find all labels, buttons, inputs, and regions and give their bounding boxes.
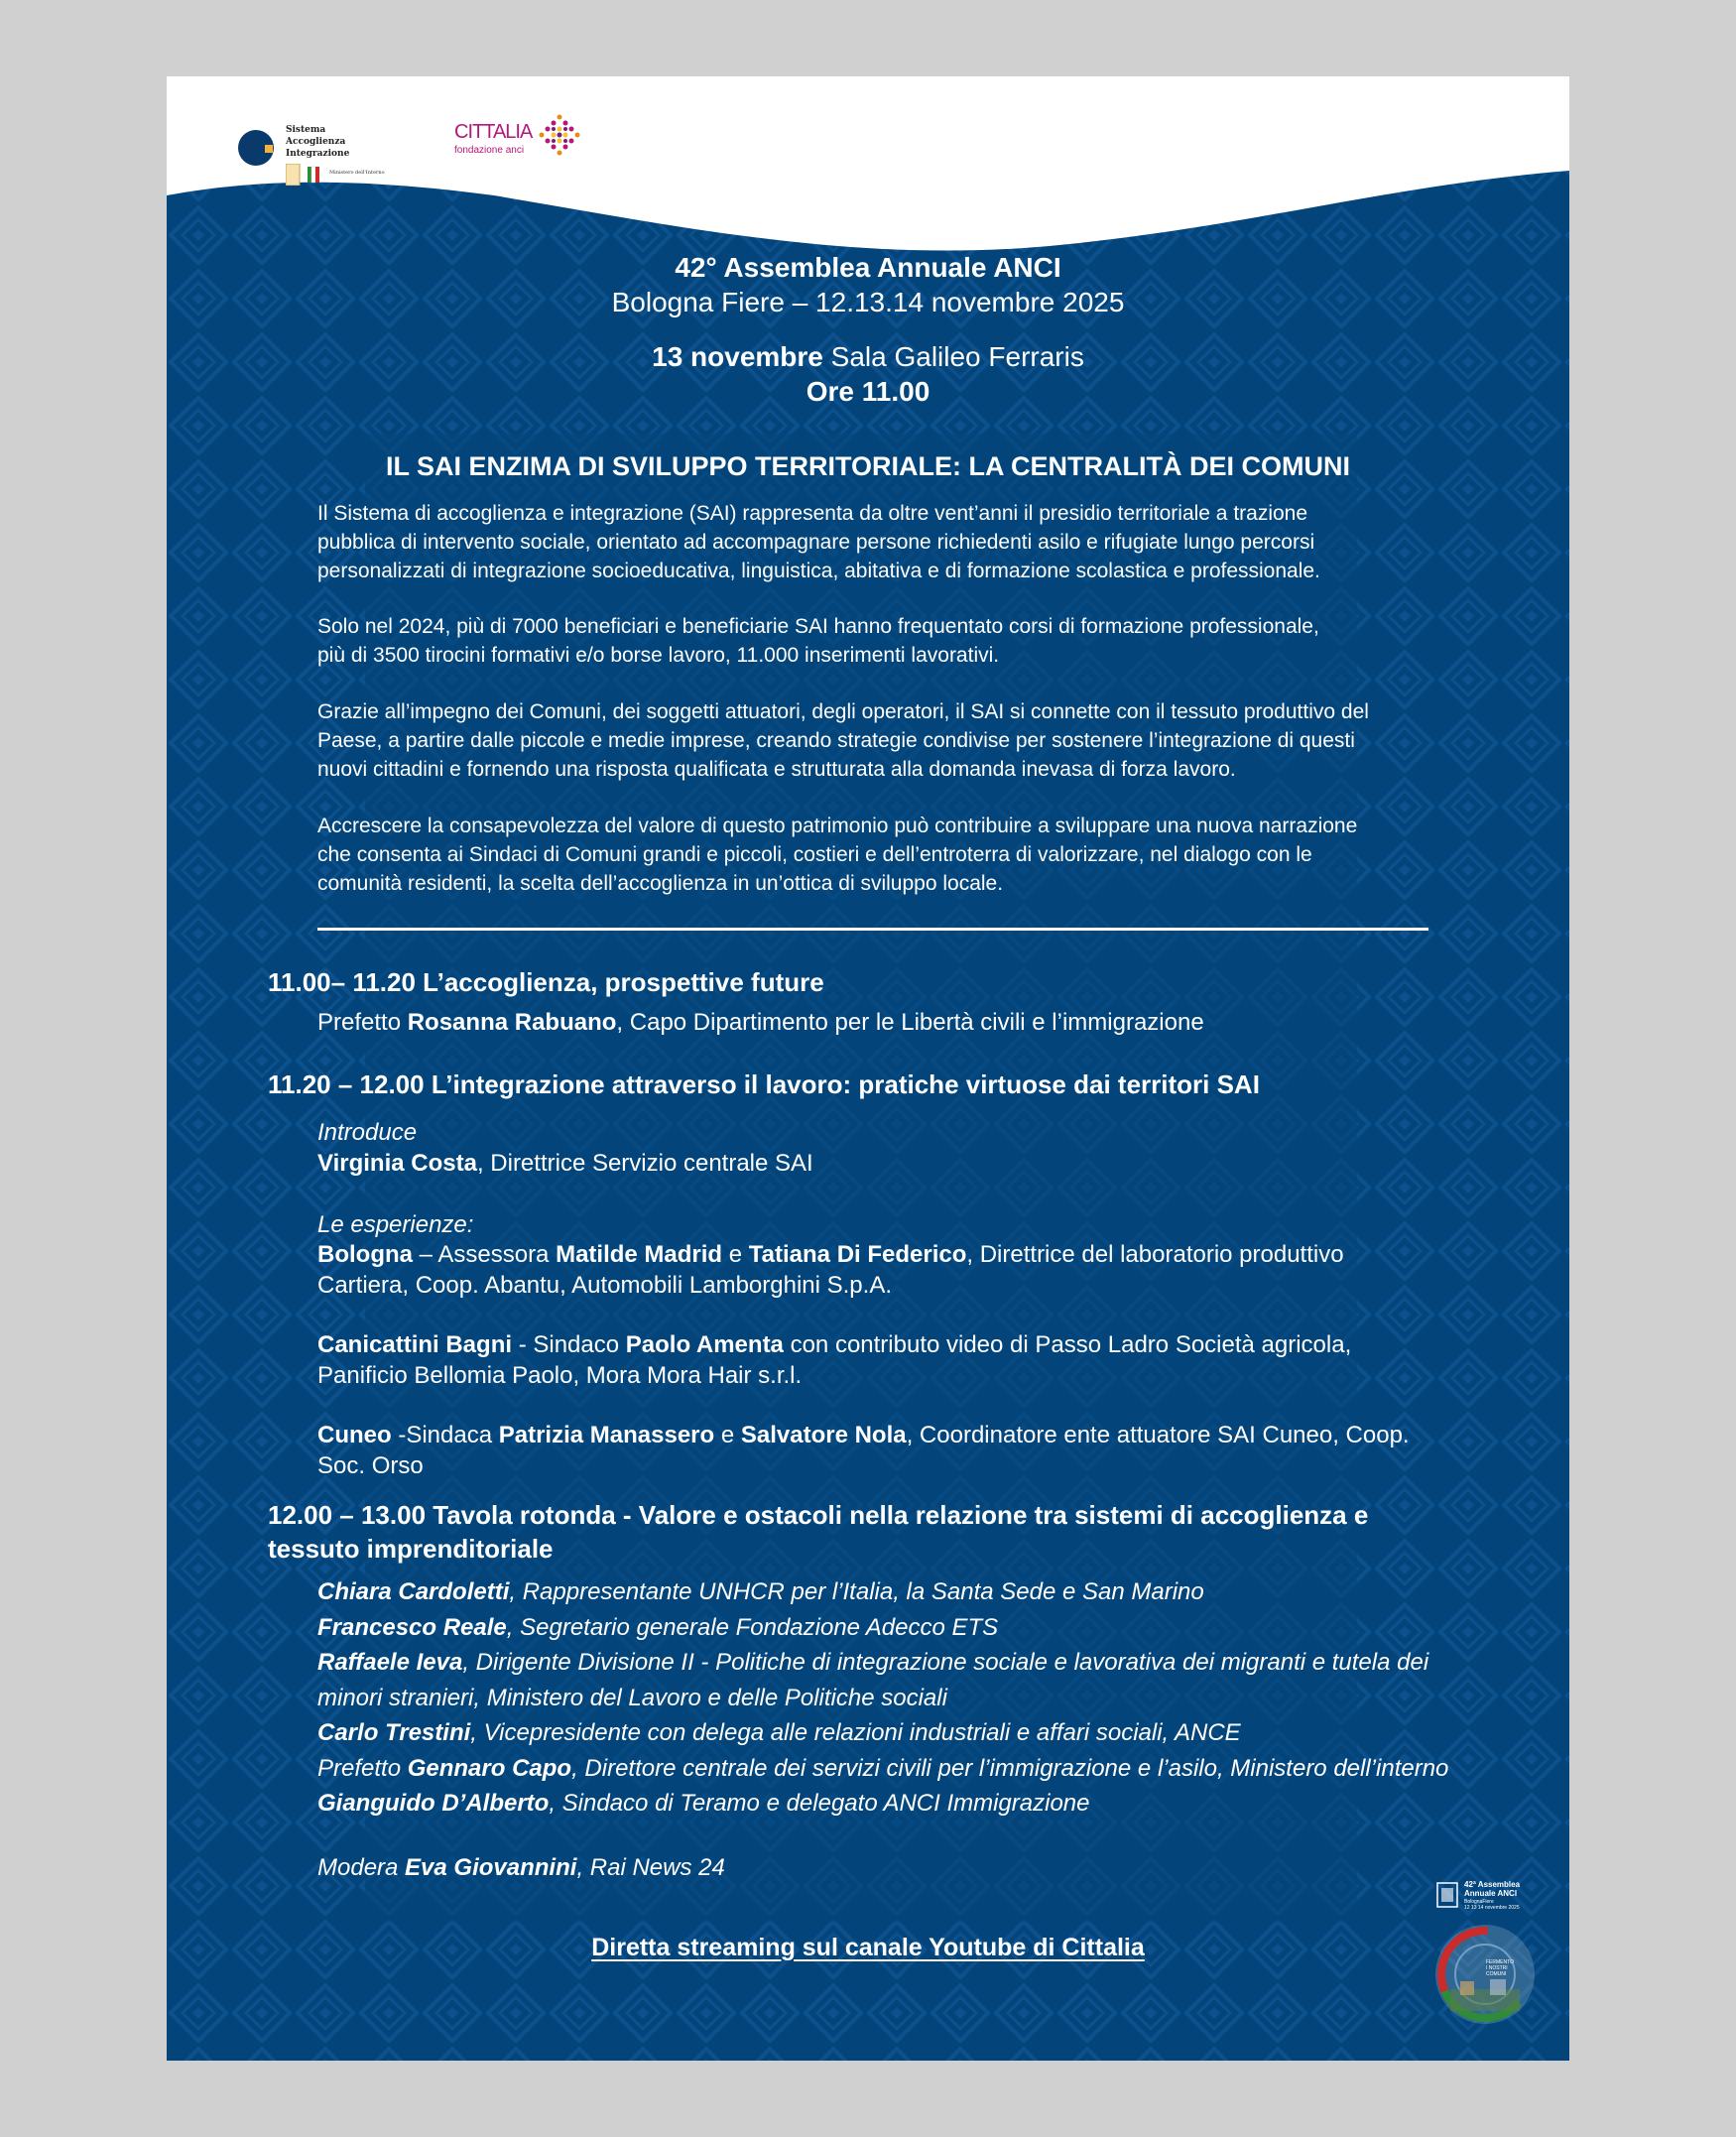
city-name: Bologna bbox=[317, 1241, 413, 1268]
divider bbox=[317, 928, 1428, 931]
italian-emblem-icon bbox=[286, 164, 325, 186]
paragraph-line: nuovi cittadini e fornendo una risposta qualificata e strutturata alla domanda inevasa di forza lavoro. bbox=[317, 758, 1236, 781]
speaker-name: Paolo Amenta bbox=[625, 1331, 784, 1358]
text: - Sindaco bbox=[512, 1331, 626, 1358]
speaker-role: , Segretario generale Fondazione Adecco ETS bbox=[506, 1613, 999, 1641]
speaker-name: Matilde Madrid bbox=[556, 1241, 723, 1268]
experience-canicattini bbox=[317, 1329, 1508, 1391]
event-title: 42° Assemblea Annuale ANCI bbox=[675, 252, 1061, 283]
intro-label: Introduce bbox=[317, 1119, 418, 1146]
badge-line2: Annuale ANCI bbox=[1464, 1889, 1518, 1898]
paragraph-line: che consenta ai Sindaci di Comuni grandi e piccoli, costieri e dell’entroterra di valorizzare, nel dialogo con le bbox=[317, 843, 1312, 866]
sai-logo bbox=[236, 116, 385, 205]
speaker-role: , Dirigente Divisione II - Politiche di integrazione sociale e lavorativa dei migranti e tutela dei bbox=[462, 1649, 1429, 1676]
text: – Assessora bbox=[413, 1241, 557, 1268]
session-1-title: 11.00– 11.20 L’accoglienza, prospettive future bbox=[268, 967, 824, 997]
experience-line: Panificio Bellomia Paolo, Mora Mora Hair s.r.l. bbox=[317, 1362, 803, 1389]
speaker-role: , Vicepresidente con delega alle relazioni industriali e affari sociali, ANCE bbox=[470, 1719, 1241, 1746]
moderator-prefix: Modera bbox=[317, 1854, 406, 1881]
text: con contributo video di Passo Ladro Società agricola, bbox=[783, 1331, 1352, 1358]
streaming-link[interactable]: Diretta streaming sul canale Youtube di Cittalia bbox=[591, 1934, 1145, 1961]
speaker-role: , Direttore centrale dei servizi civili per l’immigrazione e l’asilo, Ministero dell’interno bbox=[571, 1754, 1449, 1782]
session-2-title: 11.20 – 12.00 L’integrazione attraverso il lavoro: pratiche virtuose dai territori SAI bbox=[268, 1069, 1260, 1099]
speaker-row-continuation: minori stranieri, Ministero del Lavoro e delle Politiche sociali bbox=[317, 1684, 947, 1711]
paragraph-line: Accrescere la consapevolezza del valore di questo patrimonio può contribuire a sviluppare una nuova narrazione bbox=[317, 815, 1358, 837]
title-line: 12.00 – 13.00 Tavola rotonda - Valore e ostacoli nella relazione tra sistemi di accoglienza e bbox=[268, 1500, 1369, 1530]
moderator-role: , Rai News 24 bbox=[576, 1854, 725, 1881]
paragraph-line: Il Sistema di accoglienza e integrazione (SAI) rappresenta da oltre vent’anni il presidio territoriale a trazione bbox=[317, 502, 1308, 525]
speaker-role: , Capo Dipartimento per le Libertà civili e l’immigrazione bbox=[616, 1009, 1204, 1036]
speaker-name: Salvatore Nola bbox=[740, 1422, 907, 1448]
speaker-row bbox=[317, 1715, 1548, 1751]
badge-line3: BolognaFiere bbox=[1464, 1899, 1494, 1905]
experiences-label: Le esperienze: bbox=[317, 1211, 474, 1238]
speaker-prefix: Prefetto bbox=[317, 1009, 408, 1036]
session-time: Ore 11.00 bbox=[806, 376, 930, 407]
paragraph-line: comunità residenti, la scelta dell’accoglienza in un’ottica di sviluppo locale. bbox=[317, 872, 1004, 895]
speaker-role: , Sindaco di Teramo e delegato ANCI Immigrazione bbox=[549, 1790, 1090, 1817]
sai-circle-icon bbox=[236, 128, 276, 168]
event-poster bbox=[167, 76, 1569, 2061]
speaker-name: Tatiana Di Federico bbox=[748, 1241, 967, 1268]
speaker-prefix: Prefetto bbox=[317, 1754, 408, 1782]
sai-logo-line1: Sistema bbox=[286, 125, 326, 135]
speaker-name: Patrizia Manassero bbox=[498, 1422, 715, 1448]
intro-paragraph-1 bbox=[317, 499, 1448, 585]
cittalia-sub: fondazione anci bbox=[454, 145, 525, 156]
speaker-name: Gennaro Capo bbox=[407, 1754, 572, 1782]
speaker-row bbox=[317, 1610, 1548, 1646]
speaker-role: , Direttrice Servizio centrale SAI bbox=[476, 1150, 813, 1177]
badge-inner2: I NOSTRI bbox=[1486, 1965, 1508, 1971]
cittalia-logo bbox=[454, 111, 593, 171]
badge-line4: 12 13 14 novembre 2025 bbox=[1464, 1905, 1520, 1911]
speaker-name: Rosanna Rabuano bbox=[407, 1009, 617, 1036]
city-name: Canicattini Bagni bbox=[317, 1331, 513, 1358]
moderator-name: Eva Giovannini bbox=[405, 1854, 577, 1881]
intro-paragraph-4 bbox=[317, 812, 1448, 898]
text: , Direttrice del laboratorio produttivo bbox=[966, 1241, 1344, 1268]
title-line: tessuto imprenditoriale bbox=[268, 1534, 554, 1564]
speaker-role: , Rappresentante UNHCR per l’Italia, la Santa Sede e San Marino bbox=[509, 1578, 1204, 1605]
paragraph-line: più di 3500 tirocini formativi e/o borse lavoro, 11.000 inserimenti lavorativi. bbox=[317, 644, 1000, 667]
main-title: IL SAI ENZIMA DI SVILUPPO TERRITORIALE: LA CENTRALITÀ DEI COMUNI bbox=[385, 451, 1350, 481]
moderator-row bbox=[317, 1850, 725, 1886]
text: e bbox=[722, 1241, 749, 1268]
intro-paragraph-2 bbox=[317, 612, 1448, 670]
session-3-title bbox=[268, 1498, 1368, 1566]
session-1-speaker bbox=[317, 1007, 1508, 1038]
experience-line: Cartiera, Coop. Abantu, Automobili Lamborghini S.p.A. bbox=[317, 1272, 892, 1299]
badge-line1: 42ª Assemblea bbox=[1464, 1880, 1521, 1889]
sai-logo-line3: Integrazione bbox=[286, 149, 350, 159]
cittalia-name: CITTALIA bbox=[454, 121, 533, 143]
paragraph-line: Paese, a partire dalle piccole e medie imprese, creando strategie condivise per sostenere l’integrazione di questi bbox=[317, 729, 1355, 752]
session-room: Sala Galileo Ferraris bbox=[822, 341, 1084, 372]
intro-paragraph-3 bbox=[317, 697, 1448, 784]
cittalia-dots-icon bbox=[538, 113, 581, 157]
anci-small-logo-icon bbox=[1436, 1882, 1458, 1908]
speaker-name: Francesco Reale bbox=[317, 1613, 507, 1641]
badge-inner1: FERMENTO bbox=[1486, 1959, 1514, 1965]
city-name: Cuneo bbox=[317, 1422, 392, 1448]
experience-cuneo bbox=[317, 1420, 1508, 1481]
speaker-row bbox=[317, 1574, 1548, 1610]
session-info bbox=[167, 341, 1569, 373]
moderator bbox=[317, 1850, 725, 1886]
speaker-row bbox=[317, 1751, 1548, 1787]
speaker-name: Raffaele Ieva bbox=[317, 1649, 463, 1676]
session-2-intro bbox=[317, 1117, 1508, 1179]
speaker-name: Virginia Costa bbox=[317, 1150, 477, 1177]
ministry-label: Ministero dell'Interno bbox=[329, 170, 385, 176]
text: , Coordinatore ente attuatore SAI Cuneo, Coop. bbox=[906, 1422, 1410, 1448]
sai-logo-line2: Accoglienza bbox=[286, 137, 346, 147]
speaker-name: Gianguido D’Alberto bbox=[317, 1790, 550, 1817]
badge-inner3: COMUNI bbox=[1486, 1971, 1507, 1977]
event-place-dates: Bologna Fiere – 12.13.14 novembre 2025 bbox=[611, 287, 1125, 317]
paragraph-line: Grazie all’impegno dei Comuni, dei soggetti attuatori, degli operatori, il SAI si connette con il tessuto produttivo del bbox=[317, 700, 1369, 723]
anci-assembly-badge bbox=[1426, 1880, 1546, 2039]
experience-bologna bbox=[317, 1239, 1508, 1301]
paragraph-line: Solo nel 2024, più di 7000 beneficiari e beneficiarie SAI hanno frequentato corsi di formazione professionale, bbox=[317, 615, 1319, 638]
speaker-name: Carlo Trestini bbox=[317, 1719, 471, 1746]
speaker-row bbox=[317, 1786, 1548, 1822]
text: -Sindaca bbox=[391, 1422, 499, 1448]
speaker-row bbox=[317, 1645, 1548, 1681]
experience-line: Soc. Orso bbox=[317, 1452, 424, 1479]
text: e bbox=[714, 1422, 741, 1448]
paragraph-line: pubblica di intervento sociale, orientato ad accompagnare persone richiedenti asilo e rifugiate lungo percorsi bbox=[317, 531, 1315, 554]
round-table-speakers bbox=[317, 1574, 1548, 1822]
paragraph-line: personalizzati di integrazione socioeducativa, linguistica, abitativa e di formazione scolastica e professionale. bbox=[317, 560, 1320, 582]
session-date: 13 novembre bbox=[652, 341, 823, 372]
speaker-name: Chiara Cardoletti bbox=[317, 1578, 510, 1605]
fermento-comuni-emblem-icon bbox=[1430, 1920, 1540, 2029]
